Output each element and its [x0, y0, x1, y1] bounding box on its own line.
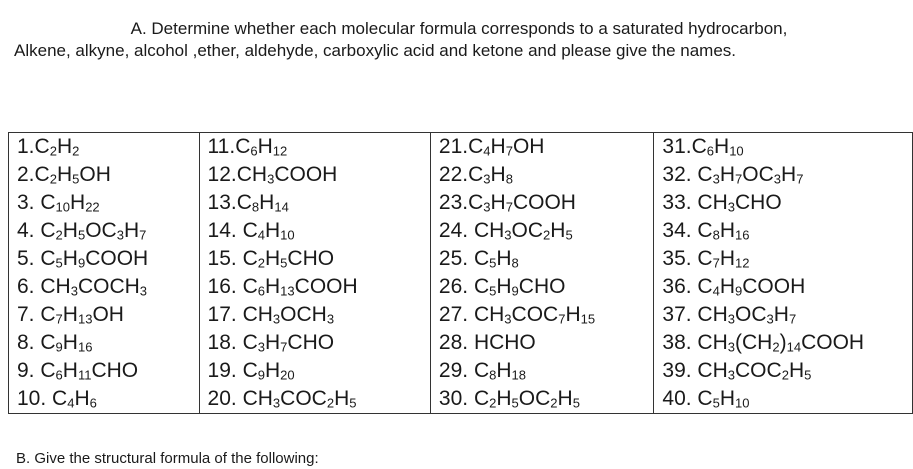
formula-text: H [773, 303, 789, 326]
formula-text: C [468, 135, 484, 158]
formula-text: H [788, 359, 805, 382]
formula-text: COOH [512, 191, 576, 214]
formula-subscript: 2 [49, 171, 57, 187]
formula-text: ) [779, 331, 787, 354]
formula-row [9, 217, 913, 245]
formula-text: COOH [294, 275, 358, 298]
instructions-line-1: A. Determine whether each molecular formula corresponds to a saturated hydrocarbon, [130, 19, 788, 38]
formula-text: H [719, 247, 736, 270]
formula-text: CH [697, 331, 728, 354]
formula-subscript: 20 [280, 367, 295, 383]
formula-cell [9, 385, 200, 414]
formula-cell [9, 357, 200, 385]
formula-subscript: 6 [257, 283, 265, 299]
formula-cell [430, 301, 653, 329]
formula-text: OCH [280, 303, 327, 326]
formula-text: H [265, 331, 281, 354]
formula-subscript: 3 [727, 311, 736, 327]
formula-subscript: 9 [735, 283, 743, 299]
formula-text: H [496, 387, 512, 410]
formula-number: 13. [207, 191, 237, 214]
part-b-heading: B. Give the structural formula of the following: [16, 450, 319, 467]
formula-text: H [490, 135, 506, 158]
formula-text: C [468, 163, 484, 186]
formula-text: (CH [735, 331, 773, 354]
formula-subscript: 3 [727, 339, 736, 355]
formula-number: 35. [662, 247, 698, 270]
formula-row [9, 189, 913, 217]
formula-cell [430, 133, 653, 162]
formula-text: H [56, 135, 73, 158]
formula-text: COC [735, 359, 782, 382]
formula-number: 31. [662, 135, 692, 158]
formula-table [8, 132, 913, 414]
formula-number: 6. [17, 275, 41, 298]
formula-cell [654, 385, 913, 414]
formula-subscript: 22 [85, 199, 100, 215]
formula-text: COOH [742, 275, 806, 298]
formula-subscript: 3 [272, 395, 281, 411]
formula-text: CHO [287, 331, 335, 354]
formula-number: 23. [438, 191, 469, 214]
formula-text: C [242, 359, 258, 382]
formula-subscript: 2 [489, 395, 497, 411]
formula-cell [430, 357, 653, 385]
formula-cell [199, 385, 430, 414]
formula-subscript: 5 [72, 171, 80, 187]
formula-text: CH [40, 275, 71, 298]
formula-subscript: 3 [504, 311, 512, 327]
formula-text: H [123, 219, 140, 242]
formula-text: H [490, 163, 506, 186]
formula-text: C [697, 163, 713, 186]
formula-number: 17. [207, 303, 243, 326]
formula-row [9, 245, 913, 273]
formula-subscript: 2 [781, 367, 789, 383]
formula-subscript: 5 [511, 395, 519, 411]
formula-text: OH [512, 135, 545, 158]
formula-subscript: 11 [77, 367, 92, 383]
formula-subscript: 2 [772, 339, 780, 355]
formula-row [9, 385, 913, 414]
formula-text: H [62, 331, 78, 354]
formula-text: COOH [274, 163, 338, 186]
formula-subscript: 6 [55, 367, 63, 383]
formula-text: H [62, 359, 78, 382]
formula-subscript: 8 [251, 199, 260, 215]
formula-text: CHO [518, 275, 566, 298]
formula-subscript: 16 [735, 227, 750, 243]
formula-subscript: 7 [796, 171, 804, 187]
formula-subscript: 7 [55, 311, 63, 327]
formula-text: C [52, 387, 68, 410]
formula-number: 32. [662, 163, 698, 186]
formula-subscript: 5 [489, 255, 497, 271]
formula-text: CH [473, 303, 505, 326]
formula-cell [199, 329, 430, 357]
formula-subscript: 5 [489, 283, 497, 299]
formula-text: C [242, 247, 258, 270]
formula-subscript: 2 [550, 395, 558, 411]
formula-text: H [496, 275, 512, 298]
formula-number: 25. [438, 247, 474, 270]
formula-cell [654, 357, 913, 385]
formula-text: C [242, 219, 258, 242]
formula-text: C [473, 247, 490, 270]
formula-cell [654, 217, 913, 245]
formula-subscript: 3 [766, 311, 774, 327]
formula-subscript: 3 [139, 283, 148, 299]
formula-text: C [473, 387, 490, 410]
formula-subscript: 5 [565, 227, 573, 243]
formula-subscript: 9 [511, 283, 519, 299]
formula-subscript: 6 [706, 143, 715, 159]
formula-subscript: 3 [267, 171, 275, 187]
formula-subscript: 18 [511, 367, 527, 383]
formula-subscript: 3 [483, 199, 491, 215]
formula-cell [199, 161, 430, 189]
formula-text: CH [697, 303, 728, 326]
formula-subscript: 2 [55, 227, 63, 243]
formula-subscript: 2 [72, 143, 80, 159]
formula-number: 7. [17, 303, 41, 326]
formula-cell [199, 189, 430, 217]
formula-number: 29. [438, 359, 474, 382]
formula-cell [9, 301, 200, 329]
formula-subscript: 5 [712, 395, 720, 411]
instructions [14, 18, 904, 62]
formula-subscript: 14 [786, 339, 802, 355]
formula-subscript: 3 [116, 227, 124, 243]
formula-number: 22. [438, 163, 469, 186]
formula-text: C [468, 191, 484, 214]
formula-text: H [70, 191, 86, 214]
formula-text: H [62, 247, 78, 270]
formula-number: 1. [17, 135, 35, 158]
formula-text: H [265, 275, 281, 298]
formula-text: C [697, 219, 713, 242]
formula-subscript: 7 [712, 255, 720, 271]
formula-text: CHO [287, 247, 335, 270]
formula-text: C [697, 247, 713, 270]
formula-text: H [265, 247, 281, 270]
formula-text: H [719, 275, 736, 298]
formula-text: H [496, 247, 512, 270]
formula-row [9, 357, 913, 385]
formula-subscript: 16 [77, 339, 93, 355]
formula-number: 5. [17, 247, 41, 270]
formula-subscript: 13 [280, 283, 295, 299]
formula-cell [430, 329, 653, 357]
formula-number: 26. [438, 275, 474, 298]
formula-text: H [56, 163, 73, 186]
formula-subscript: 14 [274, 199, 289, 215]
formula-text: H [496, 359, 512, 382]
formula-subscript: 5 [280, 255, 288, 271]
formula-cell [9, 189, 200, 217]
formula-subscript: 9 [257, 367, 265, 383]
formula-text: OC [85, 219, 117, 242]
formula-cell [654, 245, 913, 273]
formula-cell [430, 273, 653, 301]
formula-cell [199, 273, 430, 301]
formula-subscript: 6 [89, 395, 97, 411]
formula-number: 12. [207, 163, 237, 186]
formula-cell [654, 189, 913, 217]
formula-number: 38. [662, 331, 698, 354]
formula-cell [9, 133, 200, 162]
formula-text: CH [697, 191, 728, 214]
formula-text: OC [742, 163, 774, 186]
formula-cell [199, 245, 430, 273]
formula-subscript: 2 [326, 395, 335, 411]
formula-text: OC [735, 303, 767, 326]
formula-text: H [259, 191, 275, 214]
formula-cell [9, 245, 200, 273]
formula-text: OC [518, 387, 551, 410]
instructions-line-2: Alkene, alkyne, alcohol ,ether, aldehyde, carboxylic acid and ketone and please give the names. [14, 41, 737, 60]
formula-text: H [557, 387, 573, 410]
formula-text: COCH [77, 275, 140, 298]
formula-number: 4. [17, 219, 41, 242]
formula-subscript: 7 [735, 171, 743, 187]
formula-subscript: 2 [543, 227, 551, 243]
formula-text: CH [697, 359, 728, 382]
formula-number: 39. [662, 359, 698, 382]
formula-subscript: 13 [77, 311, 93, 327]
formula-text: C [40, 303, 56, 326]
formula-subscript: 9 [77, 255, 86, 271]
formula-subscript: 2 [257, 255, 265, 271]
formula-text: CH [236, 163, 268, 186]
formula-subscript: 5 [804, 367, 812, 383]
formula-cell [654, 273, 913, 301]
formula-subscript: 7 [505, 199, 513, 215]
formula-cell [9, 329, 200, 357]
formula-text: COOH [85, 247, 149, 270]
formula-subscript: 7 [139, 227, 147, 243]
formula-subscript: 10 [729, 143, 744, 159]
formula-text: OC [511, 219, 544, 242]
formula-subscript: 3 [712, 171, 720, 187]
formula-number: 11. [207, 135, 236, 158]
formula-cell [199, 301, 430, 329]
formula-number: 33. [662, 191, 698, 214]
formula-subscript: 3 [326, 311, 335, 327]
formula-text: C [34, 135, 50, 158]
formula-cell [9, 273, 200, 301]
formula-text: H [719, 219, 736, 242]
formula-text: C [473, 359, 490, 382]
formula-cell [430, 189, 653, 217]
formula-text: COC [511, 303, 559, 326]
formula-cell [430, 385, 653, 414]
formula-text: COC [280, 387, 327, 410]
formula-subscript: 10 [55, 199, 71, 215]
formula-text: C [34, 163, 50, 186]
formula-text: C [697, 275, 713, 298]
formula-text: H [62, 219, 78, 242]
formula-subscript: 3 [483, 171, 491, 187]
formula-cell [654, 301, 913, 329]
formula-subscript: 3 [504, 227, 512, 243]
formula-cell [430, 245, 653, 273]
formula-text: CH [473, 219, 505, 242]
formula-cell [9, 217, 200, 245]
formula-row [9, 301, 913, 329]
formula-text: OH [92, 303, 124, 326]
formula-subscript: 8 [511, 255, 519, 271]
formula-subscript: 9 [55, 339, 63, 355]
formula-subscript: 5 [55, 255, 63, 271]
formula-subscript: 2 [49, 143, 57, 159]
formula-text: C [691, 135, 707, 158]
formula-subscript: 7 [505, 143, 513, 159]
formula-text: CHO [735, 191, 782, 214]
formula-text: CHO [91, 359, 139, 382]
formula-text: C [242, 331, 258, 354]
formula-row [9, 329, 913, 357]
formula-subscript: 10 [735, 395, 750, 411]
formula-number: 16. [207, 275, 243, 298]
formula-subscript: 12 [735, 255, 750, 271]
formula-text: H [62, 303, 78, 326]
formula-cell [654, 161, 913, 189]
formula-subscript: 5 [77, 227, 86, 243]
formula-subscript: 12 [272, 143, 288, 159]
formula-text: H [781, 163, 797, 186]
formula-cell [199, 217, 430, 245]
formula-cell [199, 357, 430, 385]
formula-number: 18. [207, 331, 243, 354]
formula-subscript: 4 [67, 395, 75, 411]
formula-subscript: 8 [505, 171, 513, 187]
formula-subscript: 3 [727, 199, 736, 215]
formula-subscript: 7 [558, 311, 566, 327]
formula-text: C [40, 247, 56, 270]
formula-number: 19. [207, 359, 243, 382]
formula-number: 15. [207, 247, 243, 270]
formula-number: 27. [438, 303, 474, 326]
formula-text: OH [79, 163, 111, 186]
formula-text: H [565, 303, 581, 326]
formula-text: HCHO [473, 331, 536, 354]
formula-subscript: 3 [257, 339, 265, 355]
formula-subscript: 4 [712, 283, 720, 299]
formula-number: 28. [438, 331, 474, 354]
formula-text: H [719, 387, 736, 410]
formula-number: 10. [17, 387, 53, 410]
formula-row [9, 133, 913, 162]
formula-number: 34. [662, 219, 698, 242]
formula-row [9, 161, 913, 189]
formula-number: 36. [662, 275, 698, 298]
formula-text: C [40, 359, 56, 382]
formula-row [9, 273, 913, 301]
formula-text: CH [242, 387, 273, 410]
formula-text: C [242, 275, 258, 298]
formula-subscript: 4 [257, 227, 265, 243]
formula-text: H [719, 163, 736, 186]
formula-subscript: 3 [773, 171, 782, 187]
formula-subscript: 8 [712, 227, 720, 243]
formula-text: C [697, 387, 713, 410]
formula-subscript: 8 [489, 367, 497, 383]
formula-cell [654, 329, 913, 357]
formula-cell [430, 217, 653, 245]
formula-subscript: 6 [250, 143, 258, 159]
formula-text: C [40, 331, 56, 354]
formula-text: H [74, 387, 90, 410]
formula-text: H [550, 219, 566, 242]
formula-text: H [334, 387, 350, 410]
formula-number: 9. [17, 359, 41, 382]
formula-text: H [265, 219, 281, 242]
formula-cell [9, 161, 200, 189]
formula-subscript: 15 [580, 311, 596, 327]
formula-subscript: 5 [572, 395, 580, 411]
formula-number: 21. [438, 135, 469, 158]
formula-text: H [265, 359, 281, 382]
formula-subscript: 4 [483, 143, 491, 159]
formula-subscript: 3 [70, 283, 78, 299]
formula-number: 8. [17, 331, 41, 354]
formula-number: 2. [17, 163, 35, 186]
formula-table-body [9, 133, 913, 414]
formula-number: 20. [207, 387, 243, 410]
formula-subscript: 7 [788, 311, 797, 327]
formula-text: C [40, 191, 56, 214]
formula-text: H [714, 135, 730, 158]
formula-text: C [40, 219, 56, 242]
formula-text: H [490, 191, 506, 214]
formula-number: 37. [662, 303, 698, 326]
formula-text: C [236, 191, 252, 214]
formula-cell [654, 133, 913, 162]
formula-number: 40. [662, 387, 698, 410]
formula-number: 24. [438, 219, 474, 242]
formula-number: 30. [438, 387, 474, 410]
formula-text: COOH [801, 331, 865, 354]
formula-text: C [473, 275, 490, 298]
formula-text: CH [242, 303, 273, 326]
formula-cell [199, 133, 430, 162]
formula-subscript: 3 [272, 311, 281, 327]
formula-text: H [257, 135, 273, 158]
formula-subscript: 5 [349, 395, 357, 411]
formula-cell [430, 161, 653, 189]
formula-text: C [235, 135, 251, 158]
formula-subscript: 10 [280, 227, 295, 243]
formula-subscript: 3 [727, 367, 736, 383]
formula-subscript: 7 [280, 339, 288, 355]
formula-number: 3. [17, 191, 41, 214]
formula-number: 14. [207, 219, 243, 242]
